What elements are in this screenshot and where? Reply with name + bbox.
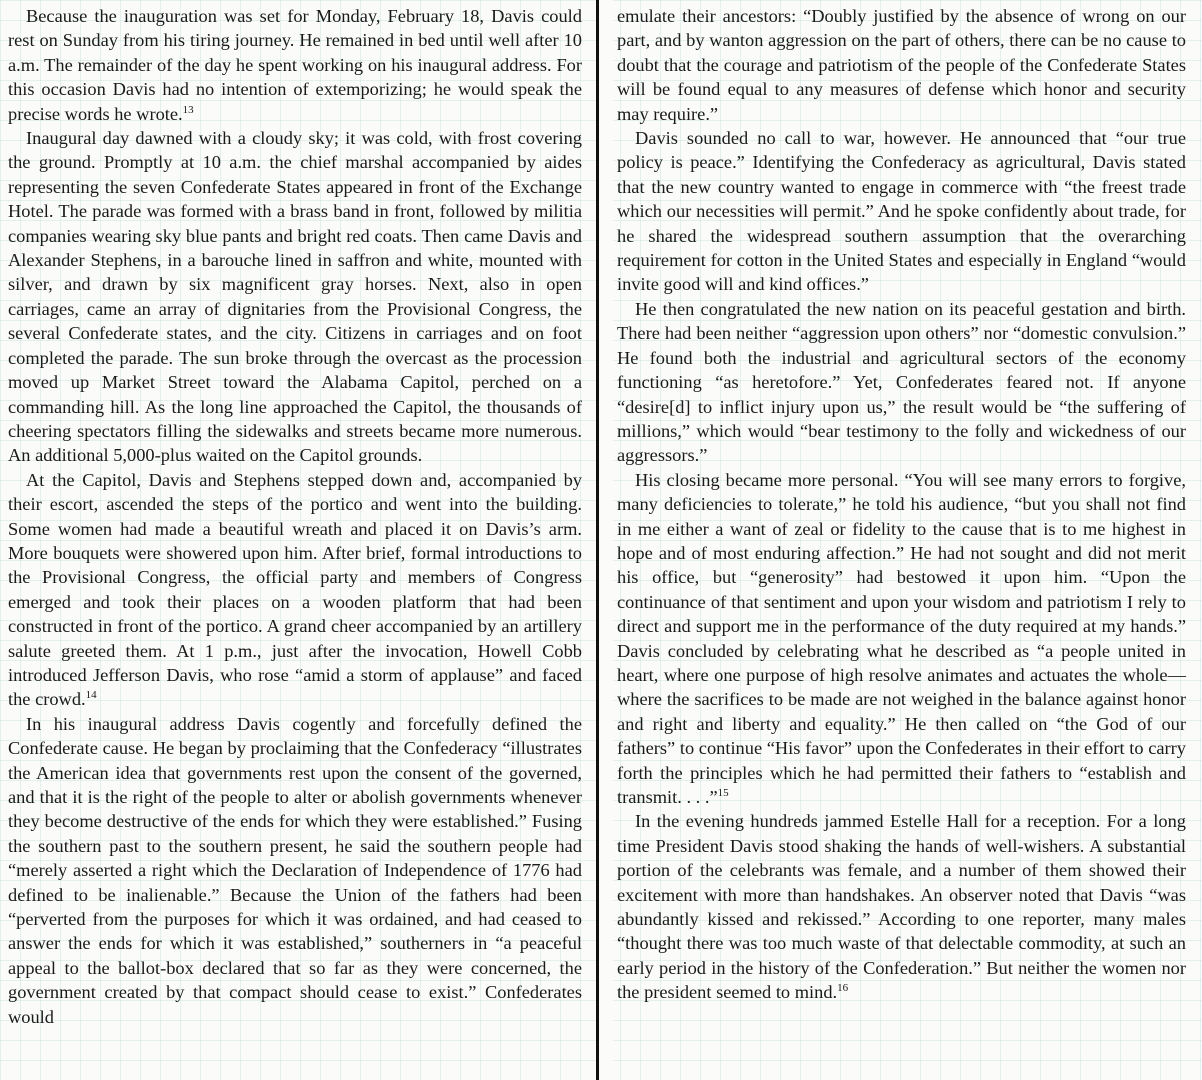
paragraph [617,297,1186,468]
paragraph-text: Davis sounded no call to war, however. He announced that “our true policy is peace.” Identifying the Confederacy as agricultural, Davis stated that the new country wanted to engage in commerce with “the freest trade which our necessities will permit.” And he spoke confidently about trade, for he shared the widespread southern assumption that the overarching requirement for cotton in the United States and especially in England “would invite good will and kind offices.” [617,128,1186,295]
paragraph [617,809,1186,1004]
footnote-marker: 15 [717,786,729,799]
paragraph-text: In his inaugural address Davis cogently and forcefully defined the Confederate cause. He began by proclaiming that the Confederacy “illustrates the American idea that governments rest upon the consent of the governed, and that it is the right of the people to alter or abolish governments whenever they become destructive of the ends for which they were established.” Fusing the southern past to the southern present, he said the southern people had “merely asserted a right which the Declaration of Independence of 1776 had defined to be inalienable.” Because the Union of the fathers had been “perverted from the purposes for which it was ordained, and had ceased to answer the ends for which it was established,” southerners in “a peaceful appeal to the ballot-box declared that so far as they were concerned, the government created by that compact should cease to exist.” Confederates would [8,713,582,1027]
paragraph-text: At the Capitol, Davis and Stephens stepped down and, accompanied by their escort, ascended the steps of the portico and went into the building. Some women had made a beautiful wreath and placed it on Davis’s arm. More bouquets were showered upon him. After brief, formal introductions to the Provisional Congress, the official party and members of Congress emerged and took their places on a wooden platform that had been constructed in front of the portico. A grand cheer accompanied by an artillery salute greeted them. At 1 p.m., just after the invocation, Howell Cobb introduced Jefferson Davis, who rose “amid a storm of applause” and faced the crowd. [8,469,582,710]
footnote-marker: 14 [85,689,97,702]
left-text-column [8,4,582,1029]
column-gutter [599,0,613,1080]
paragraph-text: emulate their ancestors: “Doubly justified by the absence of wrong on our part, and by wanton aggression on the part of others, there can be no cause to doubt that the courage and patriotism of the people of the Confederate States will be found equal to any measures of defense which honor and security may require.” [617,6,1186,124]
paragraph [8,468,582,712]
paragraph-continued [617,4,1186,126]
paragraph [8,4,582,126]
paragraph [8,126,582,468]
paragraph [617,468,1186,810]
right-text-column [617,4,1186,1005]
paragraph-text: In the evening hundreds jammed Estelle Hall for a reception. For a long time President Davis stood shaking the hands of well-wishers. A substantial portion of the celebrants was female, and a number of them showed their excitement with more than handshakes. An observer noted that Davis “was abundantly kissed and rekissed.” According to one reporter, many males “thought there was too much waste of that delectable commodity, at such an early period in the history of the Confederation.” But neither the women nor the president seemed to mind. [617,811,1186,1003]
paragraph-text: His closing became more personal. “You will see many errors to forgive, many deficiencies to tolerate,” he told his audience, “but you shall not find in me either a want of zeal or fidelity to the cause that is to me highest in hope and of most enduring affection.” He had not sought and did not merit his office, but “generosity” had bestowed it upon him. “Upon the continuance of that sentiment and upon your wisdom and patriotism I rely to direct and support me in the performance of the duty required at my hands.” Davis concluded by celebrating what he described as “a people united in heart, where one purpose of high resolve animates and actuates the whole—where the sacrifices to be made are not weighed in the balance against honor and right and liberty and equality.” He then called on “the God of our fathers” to continue “His favor” upon the Confederates in their effort to carry forth the principles which he had permitted their fathers to “establish and transmit. . . .” [617,469,1186,807]
paragraph-text: Inaugural day dawned with a cloudy sky; it was cold, with frost covering the ground. Promptly at 10 a.m. the chief marshal accompanied by aides representing the seven Confederate States appeared in front of the Exchange Hotel. The parade was formed with a brass band in front, followed by militia companies wearing sky blue pants and bright red coats. Then came Davis and Alexander Stephens, in a barouche lined in saffron and white, mounted with silver, and drawn by six magnificent gray horses. Next, also in open carriages, came an array of dignitaries from the Provisional Congress, the several Confederate states, and the city. Citizens in carriages and on foot completed the parade. The sun broke through the overcast as the procession moved up Market Street toward the Alabama Capitol, perched on a commanding hill. As the long line approached the Capitol, the thousands of cheering spectators filling the sidewalks and streets became more numerous. An additional 5,000-plus waited on the Capitol grounds. [8,128,582,466]
footnote-marker: 16 [837,982,849,995]
footnote-marker: 13 [182,103,194,116]
paragraph-text: Because the inauguration was set for Monday, February 18, Davis could rest on Sunday from his tiring journey. He remained in bed until well after 10 a.m. The remainder of the day he spent working on his inaugural address. For this occasion Davis had no intention of extemporizing; he would speak the precise words he wrote. [8,6,582,124]
paragraph [8,712,582,1029]
paragraph [617,126,1186,297]
paragraph-text: He then congratulated the new nation on its peaceful gestation and birth. There had been neither “aggression upon others” nor “domestic convulsion.” He found both the industrial and agricultural sectors of the economy functioning “as heretofore.” Yet, Confederates feared not. If anyone “desire[d] to inflict injury upon us,” the result would be “the suffering of millions,” which would “bear testimony to the folly and wickedness of our aggressors.” [617,298,1186,466]
